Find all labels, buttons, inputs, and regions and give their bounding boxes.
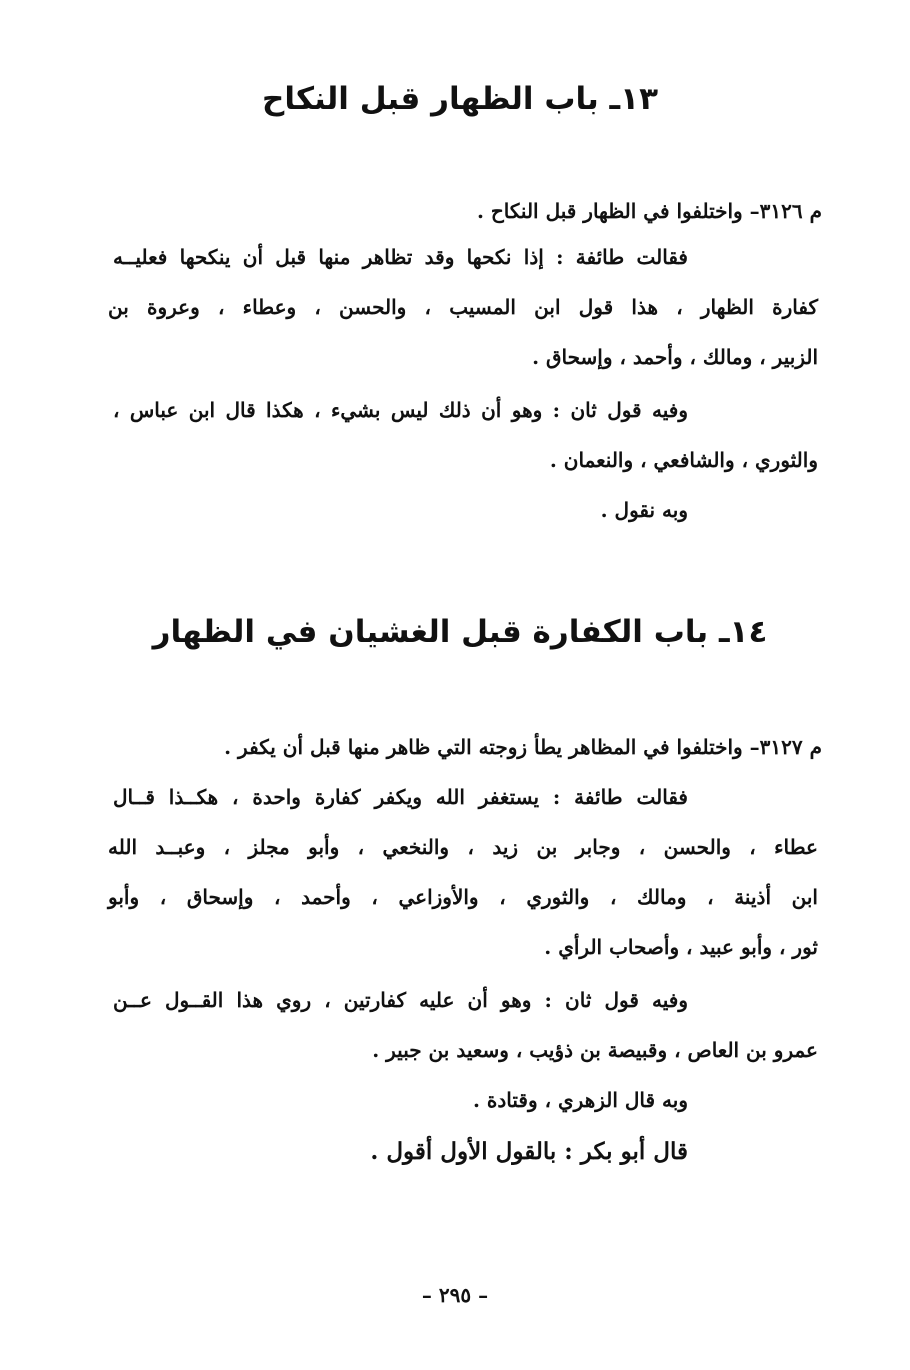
text-line: عمرو بن العاص ، وقبيصة بن ذؤيب ، وسعيد بن جبير . (372, 1038, 818, 1062)
section-14-heading: ١٤ـ باب الكفارة قبل الغشيان في الظهار (152, 614, 768, 650)
text-line: ابن أذينة ، ومالك ، والثوري ، والأوزاعي ، وأحمد ، وإسحاق ، وأبو (108, 885, 818, 909)
text-line: وبه نقول . (600, 498, 688, 522)
page-number: – ٢٩٥ – (421, 1283, 489, 1307)
text-line: والثوري ، والشافعي ، والنعمان . (549, 448, 818, 472)
text-line: كفارة الظهار ، هذا قول ابن المسيب ، والحسن ، وعطاء ، وعروة بن (108, 295, 818, 319)
text-line: فقالت طائفة : إذا نكحها وقد تظاهر منها قبل أن ينكحها فعليــه (113, 245, 688, 269)
issue-3127-line: م ٣١٢٧– واختلفوا في المظاهر يطأ زوجته التي ظاهر منها قبل أن يكفر . (224, 735, 822, 759)
text-line: عطاء ، والحسن ، وجابر بن زيد ، والنخعي ، وأبو مجلز ، وعبــد الله (108, 835, 818, 859)
abu-bakr-conclusion: قال أبو بكر : بالقول الأول أقول . (370, 1138, 688, 1165)
text-line: فقالت طائفة : يستغفر الله ويكفر كفارة واحدة ، هكــذا قــال (113, 785, 688, 809)
text-line: ثور ، وأبو عبيد ، وأصحاب الرأي . (544, 935, 818, 959)
issue-3126-line: م ٣١٢٦– واختلفوا في الظهار قبل النكاح . (476, 199, 822, 223)
text-line: وفيه قول ثان : وهو أن عليه كفارتين ، روي هذا القــول عــن (113, 988, 688, 1012)
text-line: وفيه قول ثان : وهو أن ذلك ليس بشيء ، هكذا قال ابن عباس ، (113, 398, 688, 422)
text-line: الزبير ، ومالك ، وأحمد ، وإسحاق . (532, 345, 818, 369)
section-13-heading: ١٣ـ باب الظهار قبل النكاح (261, 81, 658, 117)
text-line: وبه قال الزهري ، وقتادة . (472, 1088, 688, 1112)
